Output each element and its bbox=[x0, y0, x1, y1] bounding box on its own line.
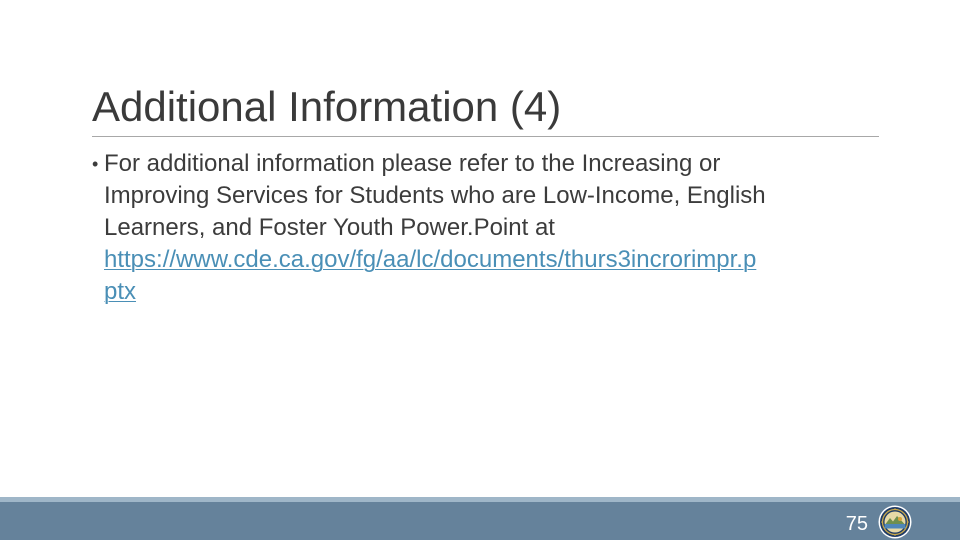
title-divider bbox=[92, 136, 879, 137]
resource-link-line[interactable]: https://www.cde.ca.gov/fg/aa/lc/documents/thurs3incrorimpr.p bbox=[104, 246, 757, 273]
bullet-text-line: For additional information please refer to the Increasing or bbox=[104, 150, 721, 177]
bullet-text-line: Learners, and Foster Youth Power.Point at bbox=[104, 214, 555, 241]
slide-title: Additional Information (4) bbox=[92, 83, 562, 130]
bullet-marker: • bbox=[92, 154, 99, 174]
california-department-of-education-seal-icon bbox=[878, 505, 912, 539]
page-number: 75 bbox=[845, 513, 868, 535]
slide-content bbox=[92, 148, 892, 308]
footer-band bbox=[0, 502, 960, 540]
resource-link-line[interactable]: ptx bbox=[104, 278, 137, 305]
bullet-item bbox=[92, 148, 892, 308]
bullet-text-line: Improving Services for Students who are Low-Income, English bbox=[104, 182, 766, 209]
